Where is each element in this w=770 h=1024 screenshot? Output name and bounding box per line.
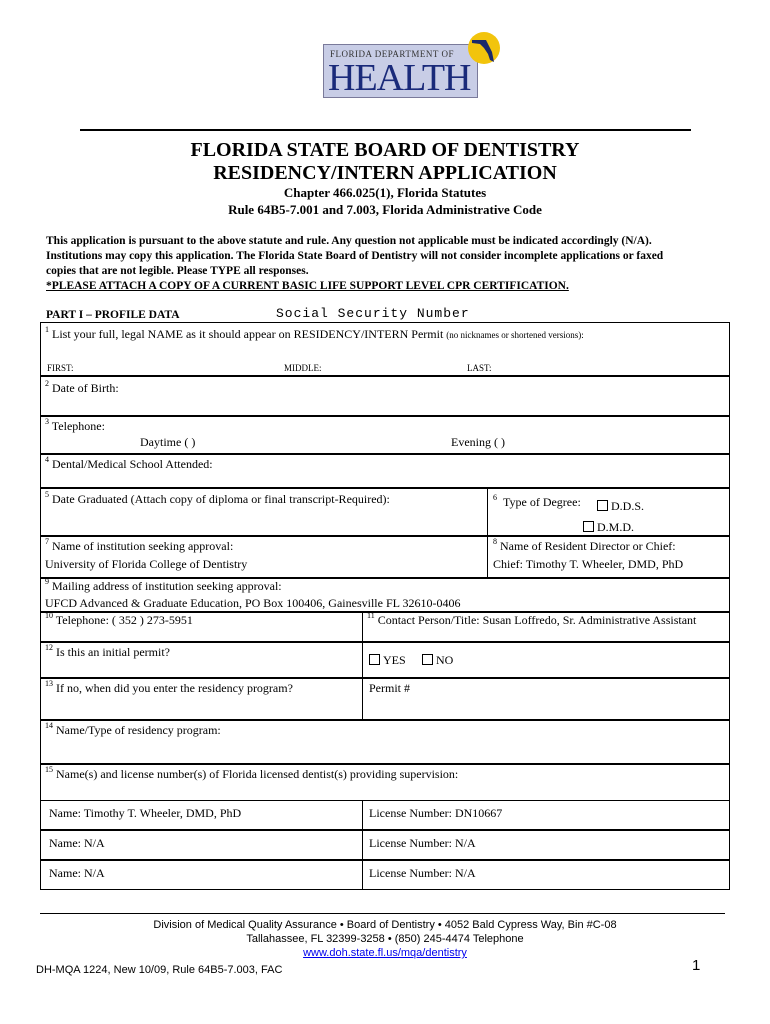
- degree-type-box: [487, 488, 730, 536]
- supervisor-license: License Number: N/A: [369, 836, 476, 850]
- initial-permit-options: [362, 642, 730, 678]
- instruction-line: This application is pursuant to the above statute and rule. Any question not applicable must be indicated accordingly (N/A).: [46, 235, 652, 247]
- director-value: Chief: Timothy T. Wheeler, DMD, PhD: [493, 557, 684, 571]
- ssn-label: Social Security Number: [276, 306, 470, 321]
- dob-field-box[interactable]: [40, 376, 730, 416]
- mailing-address-value: UFCD Advanced & Graduate Education, PO Box 100406, Gainesville FL 32610-0406: [45, 596, 461, 610]
- yes-checkbox[interactable]: [369, 654, 380, 665]
- supervisor-license-box[interactable]: [362, 800, 730, 830]
- school-field-box[interactable]: [40, 454, 730, 488]
- q5-label: $^5$ Date Graduated (Attach copy of diploma or final transcript-Required):: [45, 490, 390, 506]
- residency-program-box[interactable]: [40, 720, 730, 764]
- no-checkbox[interactable]: [422, 654, 433, 665]
- no-option[interactable]: NO: [422, 653, 453, 668]
- director-box[interactable]: [487, 536, 730, 578]
- doh-logo: [323, 30, 501, 98]
- daytime-label: Daytime ( ): [140, 435, 196, 449]
- middle-name-label: MIDDLE:: [284, 363, 322, 373]
- institution-phone-box[interactable]: [40, 612, 363, 642]
- institution-value: University of Florida College of Dentistry: [45, 557, 248, 571]
- footer-address-line: Division of Medical Quality Assurance • Board of Dentistry • 4052 Bald Cypress Way, Bin #C-08: [153, 919, 617, 931]
- dentistry-website-link[interactable]: www.doh.state.fl.us/mqa/dentistry: [303, 947, 467, 959]
- page-number: 1: [692, 957, 701, 974]
- header-rule: [80, 129, 691, 131]
- supervisor-name: Name: Timothy T. Wheeler, DMD, PhD: [49, 806, 242, 820]
- supervisor-name-box[interactable]: [40, 800, 363, 830]
- q7-label: $^7$ Name of institution seeking approval:: [45, 537, 234, 553]
- q3-label: $^3$ Telephone:: [45, 417, 105, 433]
- cpr-notice: *PLEASE ATTACH A COPY OF A CURRENT BASIC LIFE SUPPORT LEVEL CPR CERTIFICATION.: [46, 280, 569, 292]
- instructions: [46, 234, 736, 294]
- supervisor-name-box[interactable]: [40, 830, 363, 860]
- dds-option[interactable]: D.D.S.: [597, 499, 644, 514]
- instruction-line: Institutions may copy this application. The Florida State Board of Dentistry will not consider incomplete applications or faxed: [46, 250, 664, 262]
- first-name-label: FIRST:: [47, 363, 74, 373]
- form-id: DH-MQA 1224, New 10/09, Rule 64B5-7.003, FAC: [36, 964, 283, 976]
- sun-florida-icon: [466, 30, 502, 66]
- footer-city-line: Tallahassee, FL 32399-3258 • (850) 245-4474 Telephone: [246, 933, 524, 945]
- institution-box[interactable]: [40, 536, 488, 578]
- q13-label: $^{13}$ If no, when did you enter the residency program?: [45, 679, 293, 695]
- supervisor-license-box[interactable]: [362, 830, 730, 860]
- logo-top-text: FLORIDA DEPARTMENT OF: [330, 49, 454, 59]
- mailing-address-box[interactable]: [40, 578, 730, 612]
- initial-permit-box: [40, 642, 363, 678]
- q11-label: $^{11}$ Contact Person/Title: Susan Loffredo, Sr. Administrative Assistant: [367, 611, 697, 627]
- permit-number-label: Permit #: [369, 681, 410, 695]
- dmd-option[interactable]: D.M.D.: [583, 520, 634, 535]
- rule-ref: Rule 64B5-7.001 and 7.003, Florida Administrative Code: [228, 202, 542, 217]
- supervisors-header-box: [40, 764, 730, 802]
- supervisor-license: License Number: DN10667: [369, 806, 503, 820]
- q2-label: $^2$ Date of Birth:: [45, 379, 119, 395]
- permit-number-box[interactable]: [362, 678, 730, 720]
- supervisor-name-box[interactable]: [40, 860, 363, 890]
- q8-label: $^8$ Name of Resident Director or Chief:: [493, 537, 676, 553]
- instruction-line: copies that are not legible. Please TYPE all responses.: [46, 265, 309, 277]
- part-label: PART I – PROFILE DATA: [46, 309, 180, 321]
- supervisor-license: License Number: N/A: [369, 866, 476, 880]
- logo-box: [323, 44, 478, 98]
- graduation-date-box[interactable]: [40, 488, 488, 536]
- dmd-checkbox[interactable]: [583, 521, 594, 532]
- telephone-field-box[interactable]: [40, 416, 730, 454]
- last-name-label: LAST:: [467, 363, 492, 373]
- supervisor-license-box[interactable]: [362, 860, 730, 890]
- logo-main-text: HEALTH: [328, 57, 471, 99]
- footer-rule: [40, 913, 725, 914]
- q12-label: $^{12}$ Is this an initial permit?: [45, 643, 170, 659]
- form-title: FLORIDA STATE BOARD OF DENTISTRY: [190, 139, 580, 161]
- q15-label: $^{15}$ Name(s) and license number(s) of Florida licensed dentist(s) providing supervision:: [45, 765, 459, 781]
- contact-person-box[interactable]: [362, 612, 730, 642]
- statute-ref: Chapter 466.025(1), Florida Statutes: [283, 185, 487, 200]
- q14-label: $^{14}$ Name/Type of residency program:: [45, 721, 221, 737]
- yes-option[interactable]: YES: [369, 653, 406, 668]
- supervisor-name: Name: N/A: [49, 836, 105, 850]
- name-field-box[interactable]: [40, 322, 730, 376]
- supervisor-name: Name: N/A: [49, 866, 105, 880]
- dds-checkbox[interactable]: [597, 500, 608, 511]
- footer-link-row: [0, 947, 770, 959]
- q1-label: $^1$ List your full, legal NAME as it should appear on RESIDENCY/INTERN Permit (no nicknames or shortened versions):: [45, 325, 584, 341]
- q4-label: $^4$ Dental/Medical School Attended:: [45, 455, 213, 471]
- q10-label: $^{10}$ Telephone: ( 352 ) 273-5951: [45, 611, 193, 627]
- form-subtitle: RESIDENCY/INTERN APPLICATION: [213, 162, 557, 184]
- q6-label: $^6$ Type of Degree:: [493, 493, 581, 509]
- evening-label: Evening ( ): [451, 435, 505, 449]
- q9-label: $^9$ Mailing address of institution seeking approval:: [45, 577, 282, 593]
- program-entry-box[interactable]: [40, 678, 363, 720]
